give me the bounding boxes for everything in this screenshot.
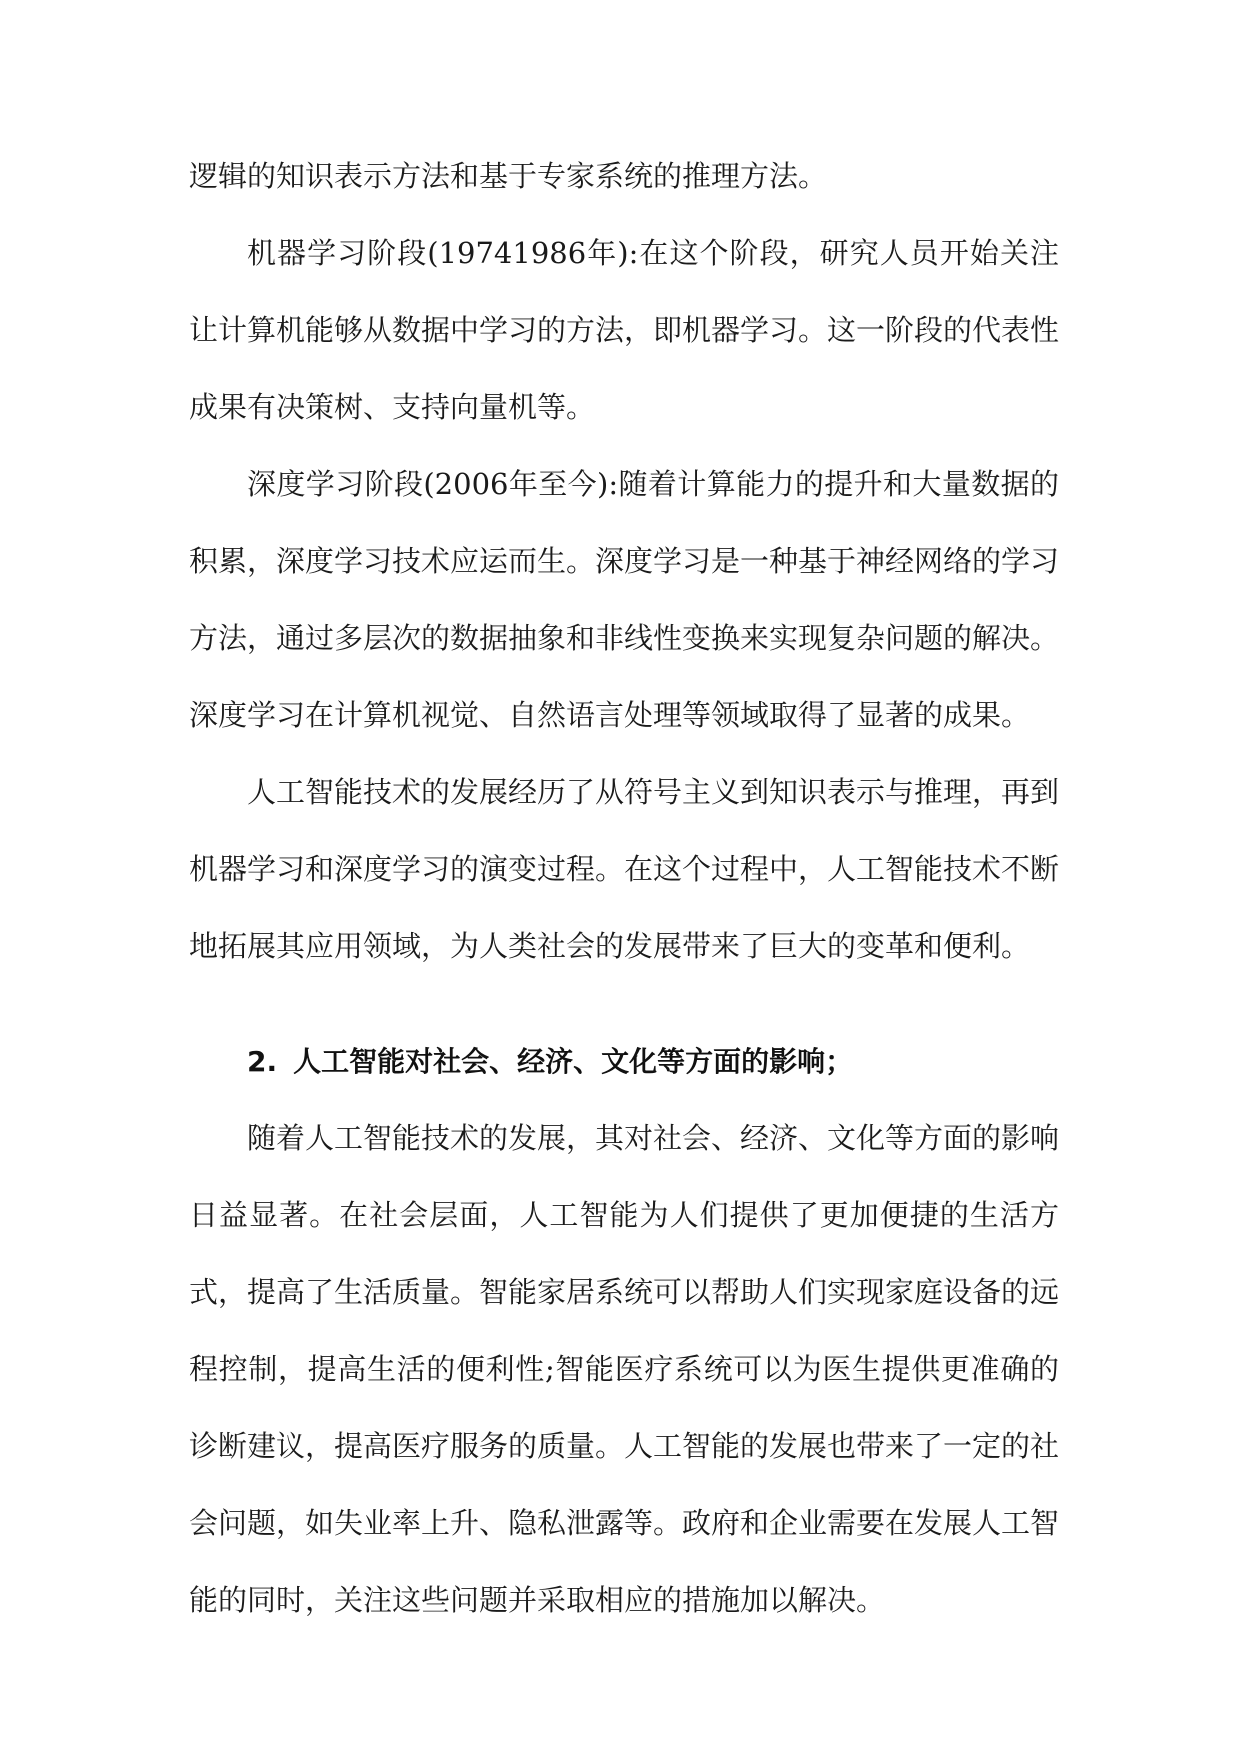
section-title: 人工智能对社会、经济、文化等方面的影响； [293, 1045, 854, 1078]
document-body [189, 138, 1059, 1639]
paragraph-deep-learning: 深度学习阶段(2006年至今):随着计算能力的提升和大量数据的积累，深度学习技术应运而生。深度学习是一种基于神经网络的学习方法，通过多层次的数据抽象和非线性变换来实现复杂问题的解决。深度学习在计算机视觉、自然语言处理等领域取得了显著的成果。 [189, 467, 1060, 732]
paragraph-social-impact: 随着人工智能技术的发展，其对社会、经济、文化等方面的影响日益显著。在社会层面，人工智能为人们提供了更加便捷的生活方式，提高了生活质量。智能家居系统可以帮助人们实现家庭设备的远程控制，提高生活的便利性;智能医疗系统可以为医生提供更准确的诊断建议，提高医疗服务的质量。人工智能的发展也带来了一定的社会问题，如失业率上升、隐私泄露等。政府和企业需要在发展人工智能的同时，关注这些问题并采取相应的措施加以解决。 [189, 1121, 1060, 1617]
paragraph-continuation: 逻辑的知识表示方法和基于专家系统的推理方法。 [189, 159, 828, 193]
section-heading [189, 1023, 1059, 1100]
section-number: 2. [247, 1045, 278, 1078]
paragraph-machine-learning: 机器学习阶段(19741986年):在这个阶段，研究人员开始关注让计算机能够从数据中学习的方法，即机器学习。这一阶段的代表性成果有决策树、支持向量机等。 [189, 236, 1060, 424]
paragraph-summary: 人工智能技术的发展经历了从符号主义到知识表示与推理，再到机器学习和深度学习的演变过程。在这个过程中，人工智能技术不断地拓展其应用领域，为人类社会的发展带来了巨大的变革和便利。 [189, 775, 1060, 963]
